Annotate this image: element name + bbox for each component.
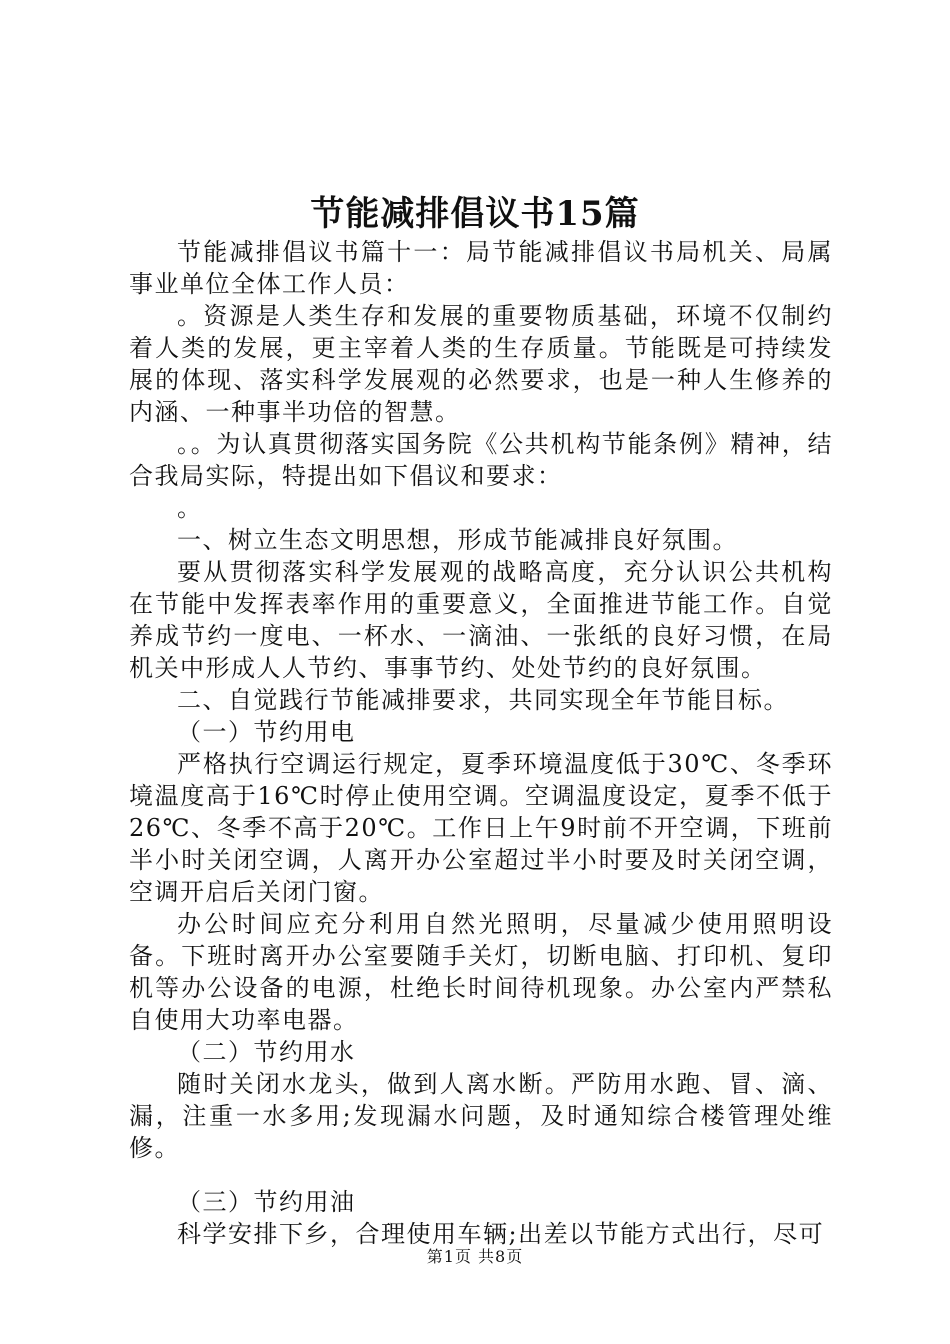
paragraph-resources: 。资源是人类生存和发展的重要物质基础，环境不仅制约着人类的发展，更主宰着人类的生存质量。节能既是可持续发展的体现、落实科学发展观的必然要求，也是一种人生修养的内涵、一种事半功倍的智慧。 — [129, 302, 833, 426]
subheading-electricity: （一）节约用电 — [177, 718, 356, 746]
paragraph-lighting: 办公时间应充分利用自然光照明，尽量减少使用照明设备。下班时离开办公室要随手关灯，切断电脑、打印机、复印机等办公设备的电源，杜绝长时间待机现象。办公室内严禁私自使用大功率电器。 — [129, 910, 833, 1034]
paragraph-intro: 节能减排倡议书篇十一：局节能减排倡议书局机关、局属事业单位全体工作人员： — [129, 238, 833, 298]
paragraph-oil: 科学安排下乡，合理使用车辆;出差以节能方式出行，尽可 — [177, 1220, 825, 1248]
section-heading-2: 二、自觉践行节能减排要求，共同实现全年节能目标。 — [177, 686, 789, 714]
document-title: 节能减排倡议书15篇 — [310, 194, 640, 234]
page-footer: 第1页 共8页 — [426, 1247, 524, 1266]
document-body — [129, 236, 833, 1250]
paragraph-aircon: 严格执行空调运行规定，夏季环境温度低于30℃、冬季环境温度高于16℃时停止使用空调。空调温度设定，夏季不低于26℃、冬季不高于20℃。工作日上午9时前不开空调，下班前半小时关闭空调，人离开办公室超过半小时要及时关闭空调，空调开启后关闭门窗。 — [129, 750, 833, 906]
paragraph-section-1: 要从贯彻落实科学发展观的战略高度，充分认识公共机构在节能中发挥表率作用的重要意义，全面推进节能工作。自觉养成节约一度电、一杯水、一滴油、一张纸的良好习惯，在局机关中形成人人节约、事事节约、处处节约的良好氛围。 — [129, 558, 833, 682]
subheading-oil: （三）节约用油 — [177, 1188, 356, 1216]
section-heading-1: 一、树立生态文明思想，形成节能减排良好氛围。 — [177, 526, 738, 554]
paragraph-water: 随时关闭水龙头，做到人离水断。严防用水跑、冒、滴、漏，注重一水多用;发现漏水问题，及时通知综合楼管理处维修。 — [129, 1070, 833, 1162]
paragraph-regulation: 。。为认真贯彻落实国务院《公共机构节能条例》精神，结合我局实际，特提出如下倡议和要求： — [129, 430, 833, 490]
paragraph-mark: 。 — [177, 494, 203, 522]
subheading-water: （二）节约用水 — [177, 1038, 356, 1066]
